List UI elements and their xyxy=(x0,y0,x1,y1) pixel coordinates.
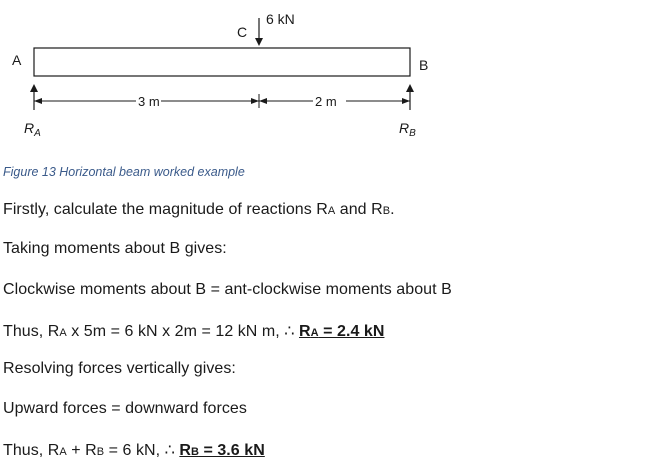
l7-sub-a: A xyxy=(59,446,67,458)
load-label: 6 kN xyxy=(266,11,295,27)
beam-figure xyxy=(0,0,668,150)
reaction-arrow-b xyxy=(406,84,414,110)
l1-sub-b: B xyxy=(382,205,391,217)
l4-mid: x 5m = 6 kN x 2m = 12 kN m, ∴ xyxy=(66,323,300,340)
end-b-label: B xyxy=(419,57,429,73)
l1-pre: Firstly, calculate the magnitude of reactions R xyxy=(3,201,328,218)
end-a-label: A xyxy=(12,52,22,68)
reaction-b-label: $R_B$ xyxy=(399,120,416,139)
text-line-1 xyxy=(3,201,395,219)
l4-pre: Thus, R xyxy=(3,323,60,340)
point-c-label: C xyxy=(237,24,248,40)
dim-left-label: 3 m xyxy=(138,94,160,109)
text-line-3: Clockwise moments about B = ant-clockwise moments about B xyxy=(3,281,452,298)
beam xyxy=(34,48,410,76)
l1-post: . xyxy=(390,201,395,218)
answer-rb: RB = 3.6 kN xyxy=(179,442,265,459)
reaction-arrow-a xyxy=(30,84,38,110)
dimension-line xyxy=(34,94,410,108)
l4-sub-a: A xyxy=(59,327,67,339)
dim-right-label: 2 m xyxy=(315,94,337,109)
text-line-7 xyxy=(3,440,265,460)
answer-ra: RA = 2.4 kN xyxy=(299,323,385,340)
l1-sub-a: A xyxy=(327,205,336,217)
l1-mid: and R xyxy=(335,201,383,218)
text-line-5: Resolving forces vertically gives: xyxy=(3,360,236,377)
text-line-6: Upward forces = downward forces xyxy=(3,400,247,417)
l7-sub-b: B xyxy=(96,446,105,458)
text-line-4 xyxy=(3,321,384,341)
text-line-2: Taking moments about B gives: xyxy=(3,240,227,257)
l7-pre: Thus, R xyxy=(3,442,60,459)
figure-caption: Figure 13 Horizontal beam worked example xyxy=(3,165,245,179)
reaction-a-label: $R_A$ xyxy=(24,120,41,139)
l7-mid2: = 6 kN, ∴ xyxy=(104,442,180,459)
l7-mid1: + R xyxy=(66,442,97,459)
load-arrow xyxy=(255,18,263,46)
